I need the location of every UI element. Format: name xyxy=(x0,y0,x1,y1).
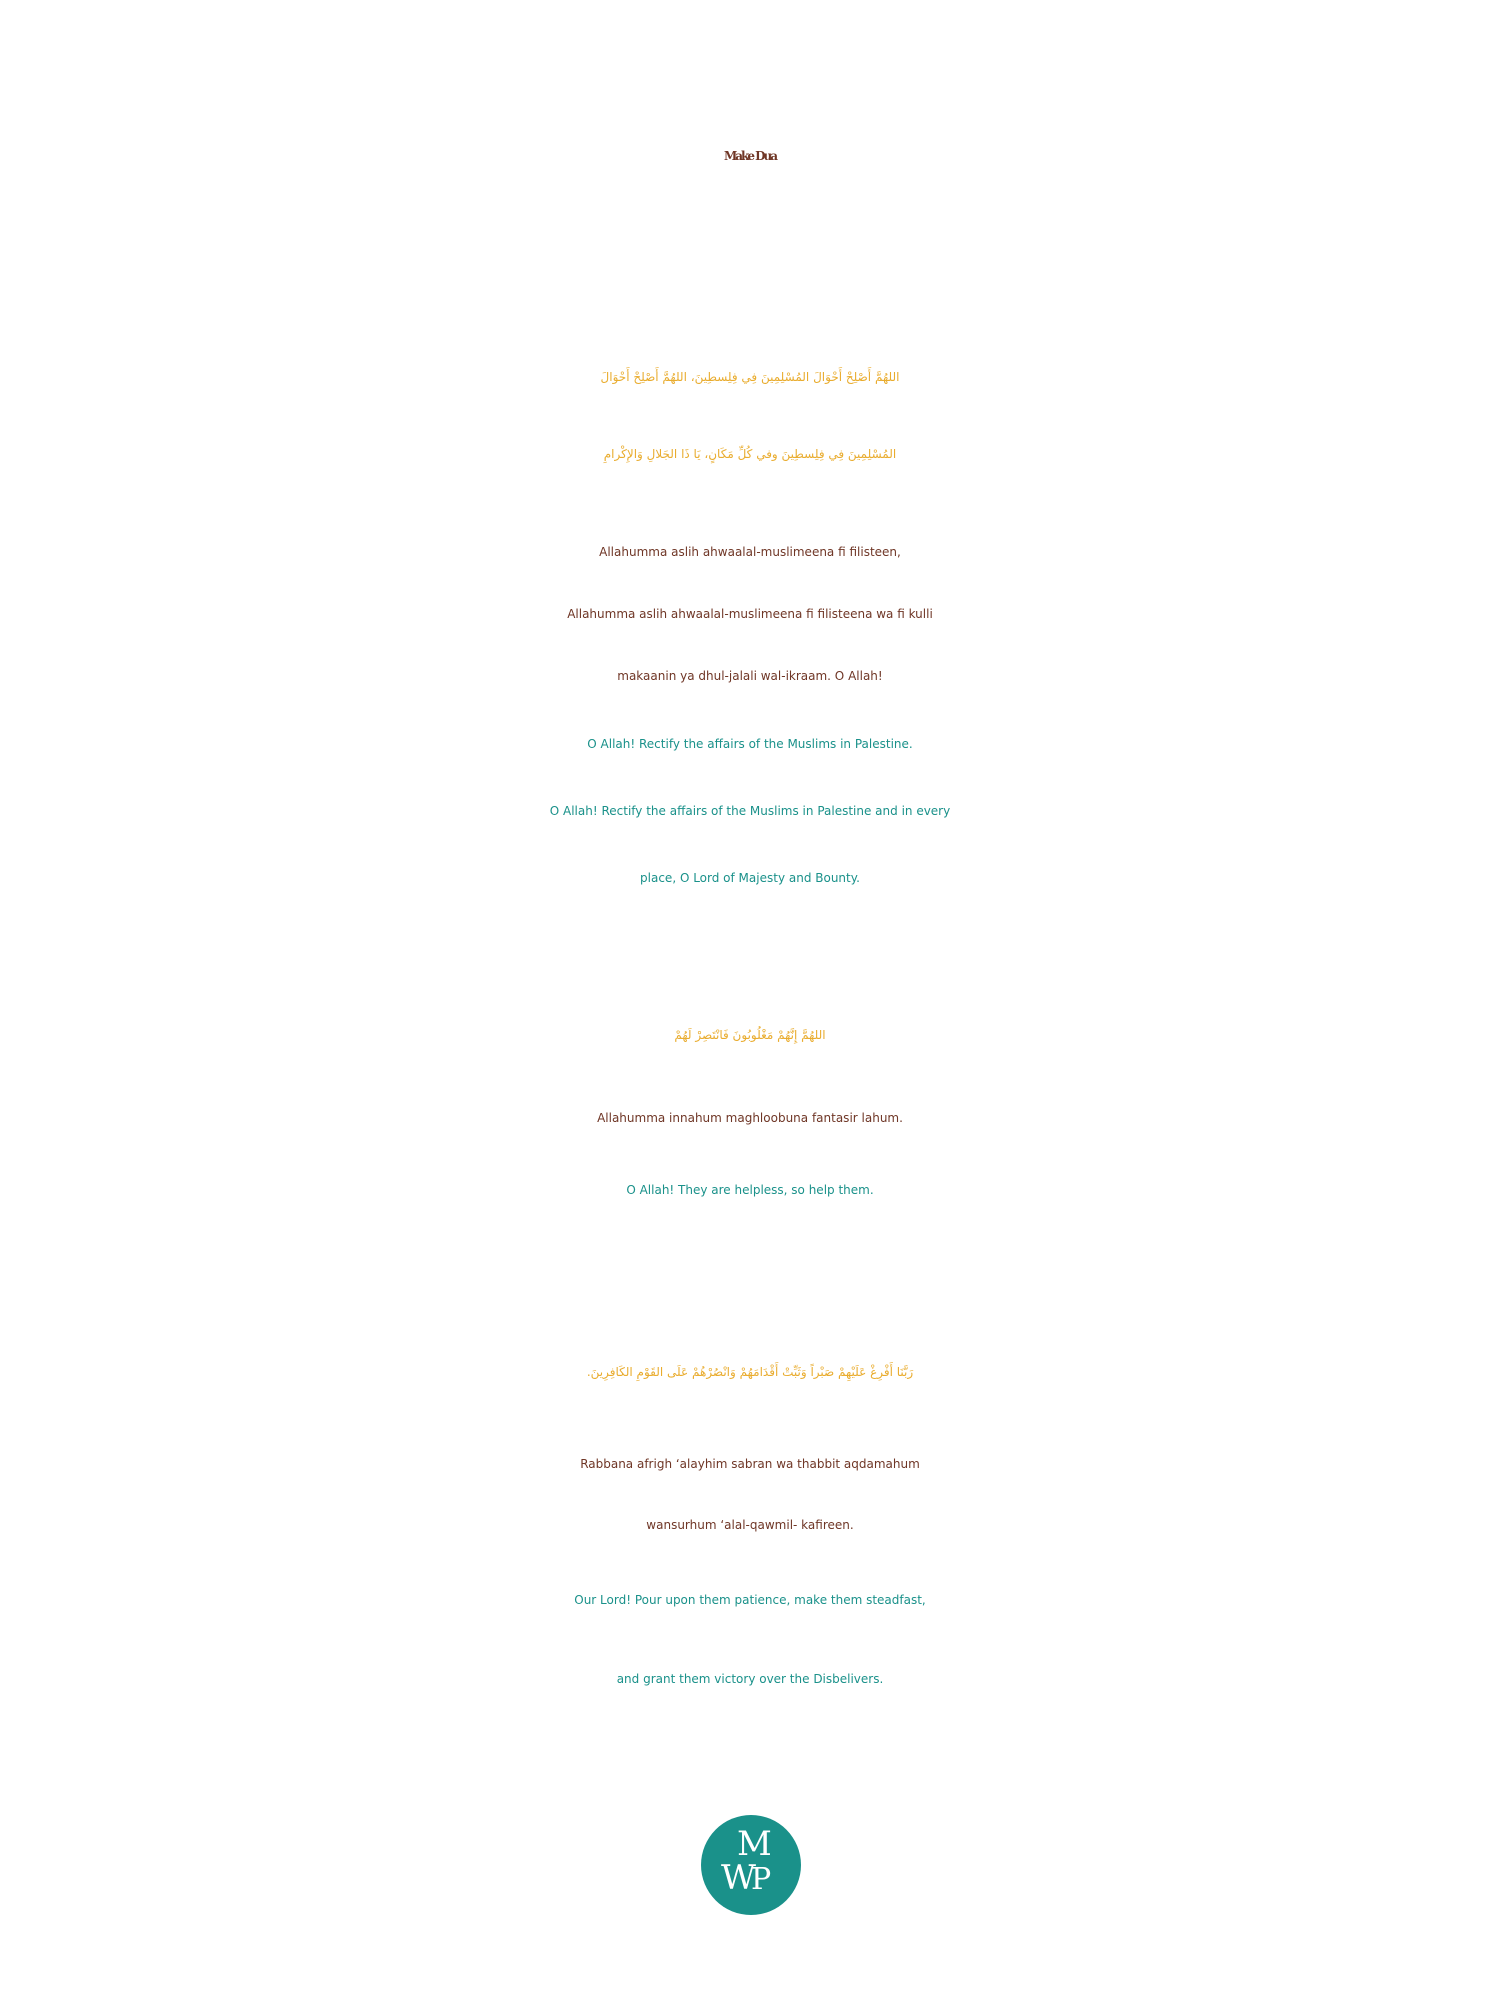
dua-2-arabic-line-1: اللهُمَّ إِنَّهُمْ مَغْلُوبُونَ فَانْتَصِرْ لَهُمْ xyxy=(674,1028,826,1042)
dua-1-transliteration-line-1: Allahumma aslih ahwaalal-muslimeena fi filisteen, xyxy=(599,545,901,559)
dua-1-transliteration-line-2: Allahumma aslih ahwaalal-muslimeena fi filisteena wa fi kulli xyxy=(567,607,933,621)
dua-3-transliteration-line-1: Rabbana afrigh ‘alayhim sabran wa thabbit aqdamahum xyxy=(580,1457,920,1471)
dua-3-arabic-line-1: رَبَّنَا أَفْرِغْ عَلَيْهِمْ صَبْراً وَثَبِّتْ أَقْدَامَهُمْ وَانْصُرْهُمْ عَلَى القَوْمِ الكَافِرِينَ. xyxy=(586,1365,914,1379)
logo-letter-w: W xyxy=(721,1858,756,1898)
dua-1-arabic-line-1: اللهُمَّ أَصْلِحْ أَحْوَالَ المُسْلِمِينَ فِي فِلِسطِينَ، اللهُمَّ أَصْلِحْ أَحْوَالَ xyxy=(600,370,900,384)
dua-3-transliteration-line-2: wansurhum ‘alal-qawmil- kafireen. xyxy=(646,1518,854,1532)
brand-logo xyxy=(701,1815,801,1915)
dua-3-translation-line-1: Our Lord! Pour upon them patience, make them steadfast, xyxy=(574,1593,926,1607)
dua-1-translation-line-3: place, O Lord of Majesty and Bounty. xyxy=(640,871,860,885)
page-title: Make Dua xyxy=(723,149,777,163)
dua-2-translation-line-1: O Allah! They are helpless, so help them. xyxy=(626,1183,874,1197)
dua-2-transliteration-line-1: Allahumma innahum maghloobuna fantasir lahum. xyxy=(597,1111,903,1125)
dua-3-translation-line-2: and grant them victory over the Disbelivers. xyxy=(616,1672,884,1686)
logo-letter-p: P xyxy=(751,1862,772,1897)
logo-letter-m: M xyxy=(737,1824,772,1864)
dua-1-translation-line-1: O Allah! Rectify the affairs of the Muslims in Palestine. xyxy=(587,737,913,751)
dua-1-transliteration-line-3: makaanin ya dhul-jalali wal-ikraam. O Allah! xyxy=(617,669,883,683)
dua-1-translation-line-2: O Allah! Rectify the affairs of the Muslims in Palestine and in every xyxy=(549,804,951,818)
dua-1-arabic-line-2: المُسْلِمِينَ فِي فِلِسطِينَ وفي كُلِّ مَكَانٍ، يَا ذَا الجَلالِ وَالإِكْرامِ xyxy=(603,447,897,461)
